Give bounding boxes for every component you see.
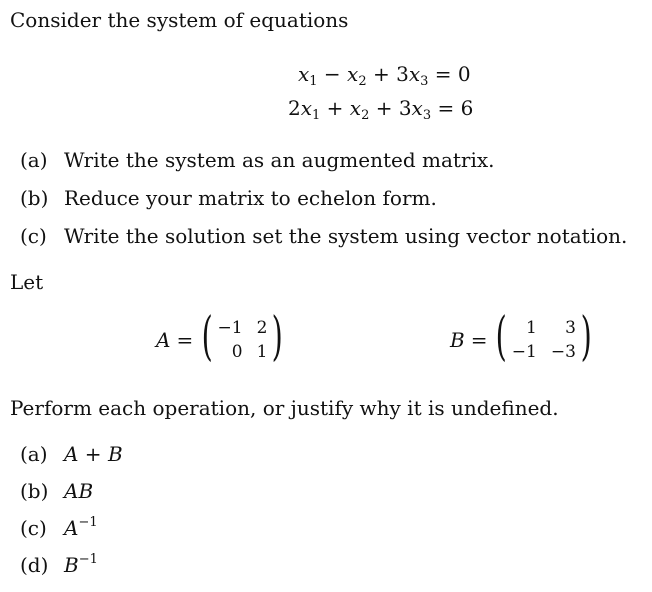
- matrix-a: A = ( −1 2 0 1 ): [156, 307, 284, 367]
- matrix-b-grid: 1 3 −1 −3: [511, 318, 576, 362]
- let-text: Let: [10, 270, 44, 294]
- intro-text: Consider the system of equations: [10, 8, 349, 32]
- part2-item-b: (b) AB: [20, 479, 94, 503]
- equation-row-2: $2x_1 + x_2 + 3x_3 = 6$: [288, 96, 474, 123]
- right-paren: ): [580, 307, 592, 367]
- left-paren: (: [201, 307, 213, 367]
- matrix-a-grid: −1 2 0 1: [217, 318, 268, 362]
- right-paren: ): [271, 307, 284, 367]
- part2-item-a: (a) A + B: [20, 442, 123, 466]
- part1-item-c: (c) Write the solution set the system using vector notation.: [20, 224, 628, 248]
- part2-item-d: (d) $B^{-1}$: [20, 552, 98, 577]
- equation-row-1: $x_1 - x_2 + 3x_3 = 0$: [298, 62, 471, 89]
- left-paren: (: [496, 307, 508, 367]
- matrix-b: B = ( 1 3 −1 −3 ): [450, 307, 592, 367]
- perform-text: Perform each operation, or justify why it is undefined.: [10, 396, 559, 420]
- part2-item-c: (c) $A^{-1}$: [20, 515, 98, 540]
- part1-item-a: (a) Write the system as an augmented matrix.: [20, 148, 495, 172]
- part1-item-b: (b) Reduce your matrix to echelon form.: [20, 186, 437, 210]
